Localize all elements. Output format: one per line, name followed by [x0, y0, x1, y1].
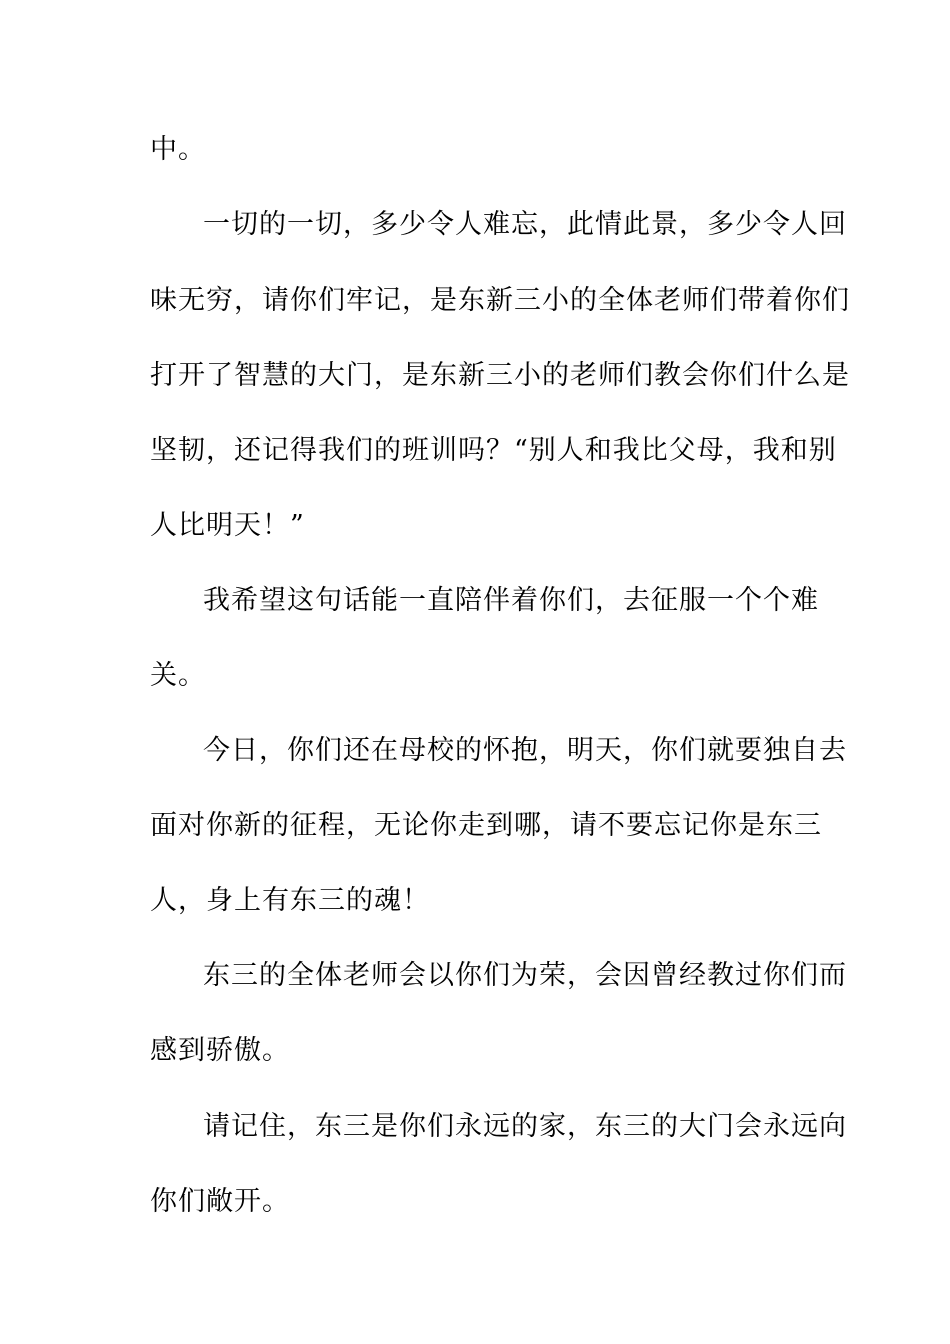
text-line: 人比明天！” [150, 510, 305, 541]
paragraph-first-line: 一切的一切，多少令人难忘，此情此景，多少令人回 [203, 209, 847, 240]
paragraph-first-line: 东三的全体老师会以你们为荣，会因曾经教过你们而 [203, 960, 847, 991]
text-line: 中。 [150, 134, 206, 165]
text-line: 感到骄傲。 [150, 1035, 290, 1066]
text-line: 打开了智慧的大门，是东新三小的老师们教会你们什么是 [150, 360, 850, 391]
text-line: 你们敞开。 [150, 1186, 290, 1217]
text-line: 面对你新的征程，无论你走到哪，请不要忘记你是东三 [150, 810, 822, 841]
text-line: 味无穷，请你们牢记，是东新三小的全体老师们带着你们 [150, 285, 850, 316]
paragraph-first-line: 今日，你们还在母校的怀抱，明天，你们就要独自去 [203, 735, 847, 766]
text-line: 关。 [150, 660, 206, 691]
text-line: 人，身上有东三的魂！ [150, 885, 430, 916]
paragraph-first-line: 请记住，东三是你们永远的家，东三的大门会永远向 [203, 1111, 847, 1142]
paragraph-first-line: 我希望这句话能一直陪伴着你们，去征服一个个难 [203, 585, 819, 616]
text-line: 坚韧，还记得我们的班训吗？“别人和我比父母，我和别 [150, 435, 837, 466]
